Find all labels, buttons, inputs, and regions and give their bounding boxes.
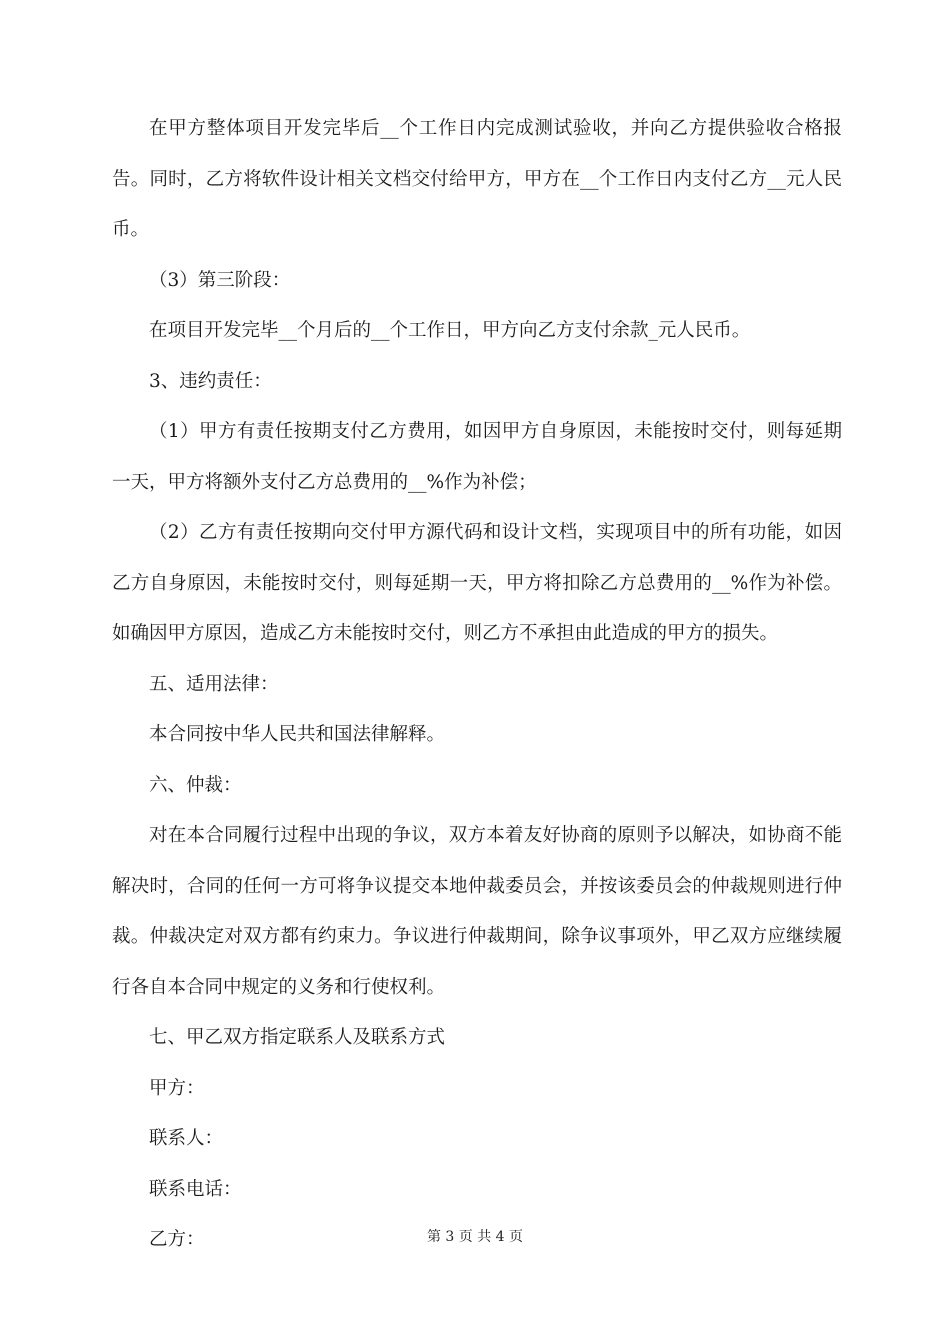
paragraph-liability-party-b: （2）乙方有责任按期向交付甲方源代码和设计文档，实现项目中的所有功能，如因乙方自身原因，未能按时交付，则每延期一天，甲方将扣除乙方总费用的__%作为补偿。如确因甲方原因，造成乙方未能按时交付，则乙方不承担由此造成的甲方的损失。: [112, 522, 842, 644]
document-body: [112, 104, 842, 1266]
section-heading-applicable-law: 五、适用法律：: [149, 673, 279, 695]
paragraph-stage-three-heading: （3）第三阶段：: [149, 269, 291, 291]
section-heading-contacts: 七、甲乙双方指定联系人及联系方式: [149, 1027, 446, 1048]
label-contact-person: 联系人：: [149, 1128, 224, 1149]
page-number-footer: 第 3 页 共 4 页: [426, 1229, 524, 1245]
label-party-a: 甲方：: [149, 1077, 205, 1099]
paragraph-liability-heading: 3、违约责任：: [149, 370, 272, 392]
label-contact-phone: 联系电话：: [149, 1178, 242, 1200]
paragraph-liability-party-a: （1）甲方有责任按期支付乙方费用，如因甲方自身原因，未能按时交付，则每延期一天，甲方将额外支付乙方总费用的__%作为补偿；: [112, 421, 842, 493]
paragraph-arbitration: 对在本合同履行过程中出现的争议，双方本着友好协商的原则予以解决，如协商不能解决时，合同的任何一方可将争议提交本地仲裁委员会，并按该委员会的仲裁规则进行仲裁。仲裁决定对双方都有约束力。争议进行仲裁期间，除争议事项外，甲乙双方应继续履行各自本合同中规定的义务和行使权利。: [112, 825, 842, 998]
paragraph-acceptance: 在甲方整体项目开发完毕后__个工作日内完成测试验收，并向乙方提供验收合格报告。同时，乙方将软件设计相关文档交付给甲方，甲方在__个工作日内支付乙方__元人民币。: [112, 118, 842, 240]
section-heading-arbitration: 六、仲裁：: [149, 774, 242, 796]
paragraph-applicable-law: 本合同按中华人民共和国法律解释。: [149, 724, 446, 745]
paragraph-final-payment: 在项目开发完毕__个月后的__个工作日，甲方向乙方支付余款_元人民币。: [149, 320, 751, 341]
label-party-b: 乙方：: [149, 1229, 205, 1250]
